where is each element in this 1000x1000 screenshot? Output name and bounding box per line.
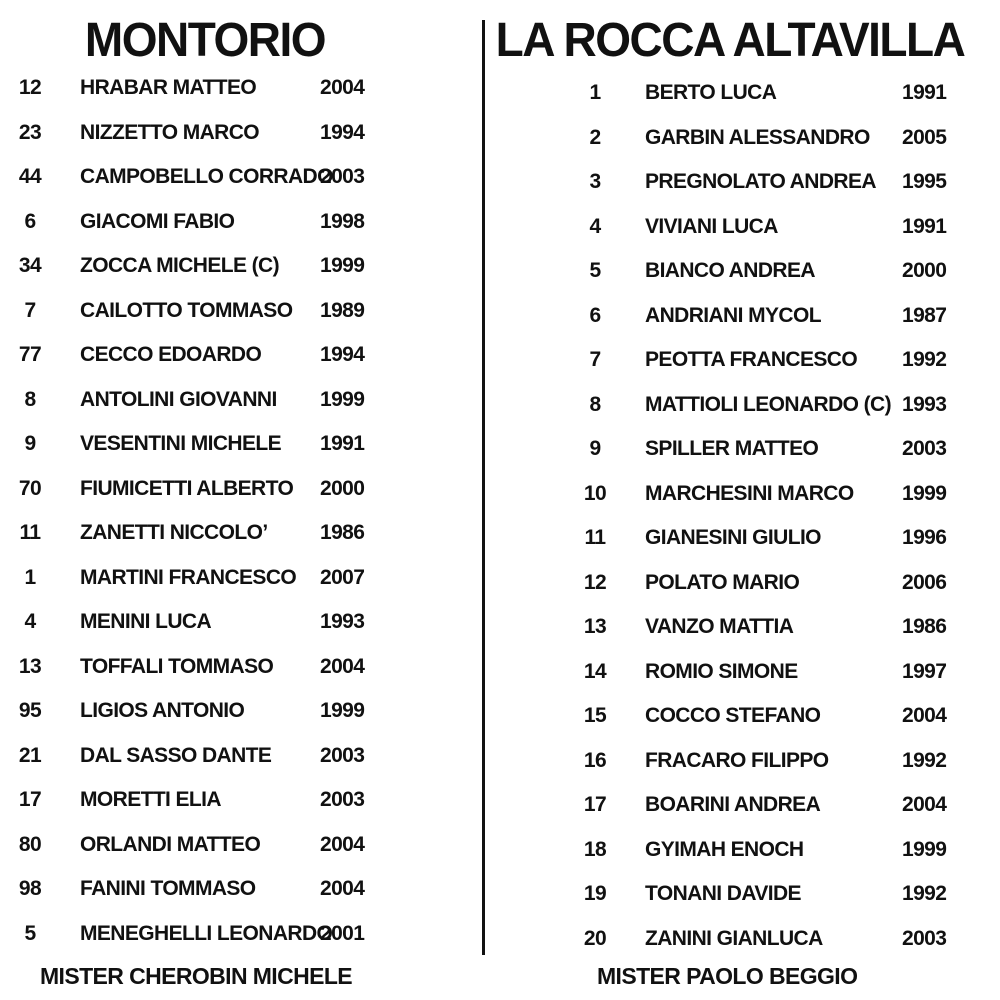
player-row — [500, 749, 1000, 785]
player-name: DAL SASSO DANTE — [80, 743, 272, 767]
player-name: TOFFALI TOMMASO — [80, 654, 274, 678]
player-row — [0, 610, 470, 646]
player-number: 12 — [18, 76, 42, 99]
player-number: 11 — [584, 526, 606, 549]
player-name: ZANINI GIANLUCA — [645, 926, 823, 950]
player-name: BIANCO ANDREA — [645, 259, 815, 282]
player-birth-year: 1992 — [902, 748, 947, 772]
player-number: 2 — [589, 125, 601, 149]
player-number: 44 — [18, 165, 42, 188]
player-birth-year: 2003 — [902, 926, 947, 950]
player-row — [0, 76, 470, 112]
player-birth-year: 1991 — [902, 81, 947, 104]
player-row — [500, 838, 1000, 874]
column-divider — [482, 20, 485, 955]
player-birth-year: 1991 — [902, 214, 947, 238]
player-name: CAMPOBELLO CORRADO — [80, 165, 333, 188]
player-birth-year: 1986 — [902, 615, 947, 638]
player-row — [500, 793, 1000, 829]
player-number: 8 — [589, 392, 601, 416]
player-number: 16 — [583, 748, 607, 772]
player-name: ROMIO SIMONE — [645, 659, 798, 683]
player-number: 95 — [18, 699, 42, 722]
player-row — [0, 432, 470, 468]
player-number: 21 — [18, 743, 42, 767]
player-birth-year: 1999 — [902, 481, 947, 505]
player-name: ZANETTI NICCOLO’ — [80, 521, 268, 544]
player-row — [0, 833, 470, 869]
player-birth-year: 2004 — [320, 76, 365, 99]
player-row — [0, 877, 470, 913]
player-row — [0, 744, 470, 780]
player-birth-year: 2004 — [320, 654, 365, 678]
player-number: 4 — [589, 214, 601, 238]
player-name: MENINI LUCA — [80, 610, 212, 633]
player-number: 34 — [18, 254, 42, 277]
player-name: GIANESINI GIULIO — [645, 526, 821, 549]
player-row — [500, 571, 1000, 607]
player-number: 1 — [24, 565, 36, 589]
player-number: 6 — [24, 209, 36, 233]
player-birth-year: 1993 — [320, 610, 365, 633]
player-name: VIVIANI LUCA — [645, 214, 778, 238]
player-name: FRACARO FILIPPO — [645, 748, 829, 772]
player-number: 7 — [24, 298, 36, 322]
player-number: 17 — [583, 793, 607, 816]
player-birth-year: 1994 — [320, 120, 365, 144]
coach-name: MISTER PAOLO BEGGIO — [597, 963, 858, 989]
player-number: 5 — [24, 921, 36, 945]
player-row — [0, 922, 470, 958]
player-row — [500, 882, 1000, 918]
player-name: PREGNOLATO ANDREA — [645, 170, 876, 193]
player-birth-year: 2003 — [902, 437, 947, 460]
player-birth-year: 1999 — [902, 837, 947, 861]
player-birth-year: 2003 — [320, 743, 365, 767]
player-name: ORLANDI MATTEO — [80, 832, 261, 856]
player-name: MARTINI FRANCESCO — [80, 565, 297, 589]
player-name: POLATO MARIO — [645, 570, 800, 594]
player-row — [0, 477, 470, 513]
player-number: 23 — [18, 120, 42, 144]
player-row — [0, 699, 470, 735]
player-row — [500, 348, 1000, 384]
player-name: BOARINI ANDREA — [645, 793, 821, 816]
player-birth-year: 2004 — [320, 877, 365, 900]
player-number: 3 — [589, 170, 601, 193]
player-birth-year: 2000 — [320, 476, 365, 500]
player-name: GYIMAH ENOCH — [645, 837, 804, 861]
player-birth-year: 2004 — [902, 793, 947, 816]
player-name: TONANI DAVIDE — [645, 882, 801, 905]
player-row — [500, 526, 1000, 562]
player-row — [500, 393, 1000, 429]
player-number: 7 — [589, 348, 601, 371]
player-row — [0, 566, 470, 602]
team-title: LA ROCCA ALTAVILLA — [495, 11, 965, 67]
player-number: 17 — [18, 788, 42, 811]
player-row — [500, 304, 1000, 340]
player-birth-year: 2001 — [320, 921, 365, 945]
player-row — [0, 254, 470, 290]
player-name: ANTOLINI GIOVANNI — [80, 387, 277, 411]
player-row — [0, 299, 470, 335]
player-name: MATTIOLI LEONARDO (C) — [645, 392, 891, 416]
player-birth-year: 1991 — [320, 432, 365, 455]
player-row — [0, 788, 470, 824]
player-birth-year: 2003 — [320, 788, 365, 811]
player-birth-year: 1987 — [902, 303, 947, 327]
player-birth-year: 2005 — [902, 125, 947, 149]
player-birth-year: 1998 — [320, 209, 365, 233]
player-name: CAILOTTO TOMMASO — [80, 298, 293, 322]
player-birth-year: 1999 — [320, 699, 365, 722]
team-title: MONTORIO — [84, 11, 326, 67]
coach-name: MISTER CHEROBIN MICHELE — [40, 963, 353, 989]
player-name: ANDRIANI MYCOL — [645, 303, 821, 327]
player-row — [500, 126, 1000, 162]
player-birth-year: 1993 — [902, 392, 947, 416]
player-row — [500, 704, 1000, 740]
player-row — [0, 210, 470, 246]
player-number: 4 — [24, 610, 36, 633]
player-row — [0, 343, 470, 379]
player-name: VESENTINI MICHELE — [80, 432, 281, 455]
player-number: 98 — [18, 877, 42, 900]
player-number: 10 — [583, 481, 607, 505]
player-number: 12 — [583, 570, 607, 594]
player-birth-year: 1994 — [320, 343, 365, 366]
player-birth-year: 1989 — [320, 298, 365, 322]
player-birth-year: 1992 — [902, 348, 947, 371]
player-name: PEOTTA FRANCESCO — [645, 348, 858, 371]
player-number: 18 — [583, 837, 607, 861]
player-number: 20 — [583, 926, 607, 950]
player-row — [500, 660, 1000, 696]
player-row — [500, 927, 1000, 963]
player-number: 8 — [24, 387, 36, 411]
player-number: 9 — [24, 432, 36, 455]
player-row — [500, 437, 1000, 473]
player-name: MENEGHELLI LEONARDO — [80, 921, 333, 945]
player-number: 15 — [583, 704, 607, 727]
player-birth-year: 1999 — [320, 254, 365, 277]
player-birth-year: 2000 — [902, 259, 947, 282]
player-name: BERTO LUCA — [645, 81, 777, 104]
player-number: 11 — [19, 521, 41, 544]
player-number: 14 — [583, 659, 607, 683]
player-number: 13 — [18, 654, 42, 678]
player-number: 77 — [18, 343, 42, 366]
player-number: 9 — [589, 437, 601, 460]
player-number: 1 — [589, 81, 601, 104]
player-name: FIUMICETTI ALBERTO — [80, 476, 294, 500]
player-name: SPILLER MATTEO — [645, 437, 819, 460]
player-number: 13 — [583, 615, 607, 638]
player-row — [500, 259, 1000, 295]
player-birth-year: 2006 — [902, 570, 947, 594]
player-number: 80 — [18, 832, 42, 856]
player-row — [0, 655, 470, 691]
player-row — [500, 615, 1000, 651]
player-name: CECCO EDOARDO — [80, 343, 262, 366]
player-birth-year: 1992 — [902, 882, 947, 905]
player-birth-year: 1999 — [320, 387, 365, 411]
player-row — [500, 215, 1000, 251]
player-name: MORETTI ELIA — [80, 788, 221, 811]
player-number: 70 — [18, 476, 42, 500]
player-birth-year: 1997 — [902, 659, 947, 683]
player-row — [0, 521, 470, 557]
player-row — [0, 165, 470, 201]
player-row — [500, 81, 1000, 117]
player-birth-year: 1995 — [902, 170, 947, 193]
player-birth-year: 1996 — [902, 526, 947, 549]
player-name: MARCHESINI MARCO — [645, 481, 854, 505]
player-name: FANINI TOMMASO — [80, 877, 256, 900]
player-name: VANZO MATTIA — [645, 615, 794, 638]
player-row — [500, 482, 1000, 518]
player-birth-year: 2004 — [902, 704, 947, 727]
player-row — [500, 170, 1000, 206]
player-row — [0, 388, 470, 424]
player-name: ZOCCA MICHELE (C) — [80, 254, 280, 277]
player-number: 19 — [583, 882, 607, 905]
player-birth-year: 2007 — [320, 565, 365, 589]
player-name: GIACOMI FABIO — [80, 209, 235, 233]
player-name: NIZZETTO MARCO — [80, 120, 260, 144]
player-name: COCCO STEFANO — [645, 704, 821, 727]
player-number: 5 — [589, 259, 601, 282]
player-name: LIGIOS ANTONIO — [80, 699, 245, 722]
player-row — [0, 121, 470, 157]
player-birth-year: 1986 — [320, 521, 365, 544]
player-name: GARBIN ALESSANDRO — [645, 125, 870, 149]
player-birth-year: 2003 — [320, 165, 365, 188]
player-number: 6 — [589, 303, 601, 327]
player-name: HRABAR MATTEO — [80, 76, 257, 99]
player-birth-year: 2004 — [320, 832, 365, 856]
